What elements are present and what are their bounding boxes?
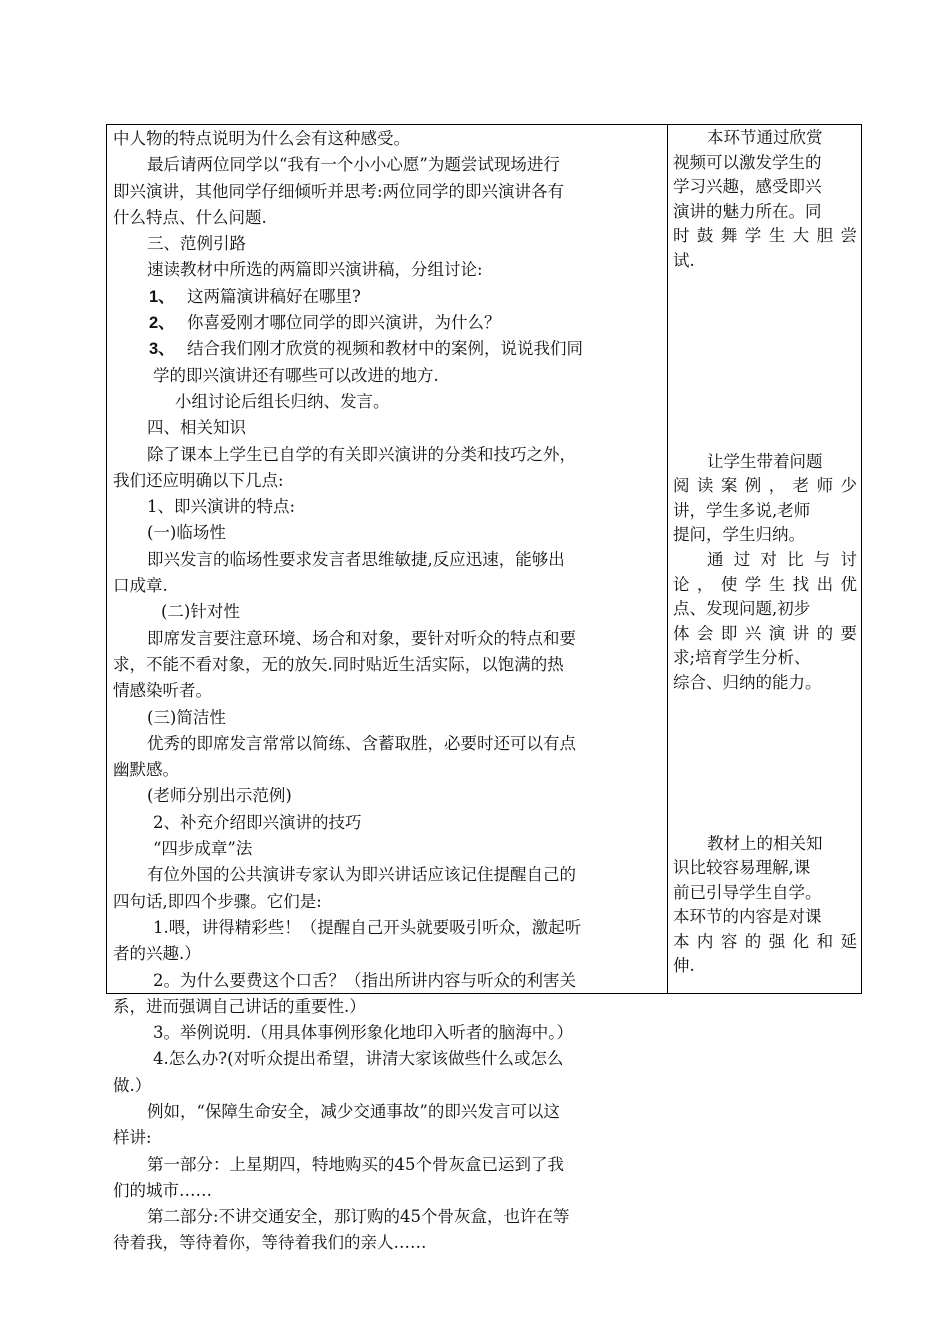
text-line: 3。举例说明.（用具体事例形象化地印入听者的脑海中。） [153, 1023, 573, 1043]
text-line: 速读教材中所选的两篇即兴演讲稿，分组讨论: [147, 260, 483, 280]
content-column [113, 126, 661, 1257]
list-number: 3、 [149, 340, 175, 359]
text-line: 待着我，等待着你，等待着我们的亲人…… [113, 1233, 427, 1253]
list-item: 3、 结合我们刚才欣赏的视频和教材中的案例，说说我们同 [113, 336, 661, 362]
note-block [673, 832, 857, 980]
text-line: 小组讨论后组长归纳、发言。 [175, 391, 390, 411]
text-line: 1、即兴演讲的特点: [147, 497, 296, 517]
text-line: “四步成章”法 [153, 839, 253, 859]
text-line: 2、补充介绍即兴演讲的技巧 [153, 812, 362, 832]
text-line: 们的城市…… [113, 1180, 212, 1200]
note-line: 点、发现问题,初步 [673, 599, 811, 619]
note-line: 讲，学生多说,老师 [673, 500, 811, 520]
note-line: 教材上的相关知 [707, 833, 823, 853]
note-line: 论，使学生找出优 [673, 574, 857, 594]
text-line: 有位外国的公共演讲专家认为即兴讲话应该记住提醒自己的 [147, 865, 576, 885]
list-item: 1、 这两篇演讲稿好在哪里? [113, 284, 661, 310]
text-line: 除了课本上学生已自学的有关即兴演讲的分类和技巧之外， [147, 444, 576, 464]
note-line: 提问，学生归纳。 [673, 525, 805, 545]
column-divider [667, 125, 668, 993]
note-line: 本环节通过欣赏 [707, 128, 823, 147]
text-line: 做.） [113, 1075, 152, 1095]
text-line: 系，进而强调自己讲话的重要性.） [113, 996, 366, 1016]
text-line: 优秀的即席发言常常以简练、含蓄取胜，必要时还可以有点 [147, 733, 576, 753]
note-line: 本环节的内容是对课 [673, 907, 822, 927]
text-line: 我们还应明确以下几点: [113, 470, 284, 490]
text-line: 即兴演讲，其他同学仔细倾听并思考:两位同学的即兴演讲各有 [113, 181, 565, 201]
text-line: 即席发言要注意环境、场合和对象，要针对听众的特点和要 [147, 628, 576, 648]
note-line: 试. [673, 250, 695, 270]
list-number: 2、 [149, 314, 175, 333]
note-line: 前已引导学生自学。 [673, 882, 822, 902]
note-line: 视频可以激发学生的 [673, 152, 822, 172]
text-line: 4.怎么办?(对听众提出希望，讲清大家该做些什么或怎么 [153, 1049, 564, 1069]
text-line: 口成章. [113, 576, 168, 596]
note-line: 综合、归纳的能力。 [673, 672, 822, 692]
text-line: 即兴发言的临场性要求发言者思维敏捷,反应迅速，能够出 [147, 549, 565, 569]
text-line: 者的兴趣.） [113, 944, 201, 964]
text-line: 第二部分:不讲交通安全，那订购的45个骨灰盒，也许在等 [147, 1207, 570, 1227]
text-line: 求，不能不看对象，无的放矢.同时贴近生活实际，以饱满的热 [113, 654, 564, 674]
sub-heading: (三)简洁性 [147, 707, 226, 727]
note-line: 伸. [673, 956, 695, 976]
note-line: 学习兴趣，感受即兴 [673, 177, 822, 197]
text-line: 情感染听者。 [113, 681, 212, 701]
note-line: 通过对比与讨 [707, 549, 857, 569]
note-line: 体会即兴演讲的要 [673, 623, 857, 643]
list-item: 2、 你喜爱刚才哪位同学的即兴演讲，为什么？ [113, 310, 661, 336]
section-heading: 四、相关知识 [147, 418, 246, 438]
note-line: 演讲的魅力所在。同 [673, 201, 822, 221]
note-block [673, 450, 857, 696]
text-line: 最后请两位同学以“我有一个小小心愿”为题尝试现场进行 [147, 155, 560, 175]
note-line: 让学生带着问题 [707, 451, 823, 471]
note-block [673, 126, 857, 274]
text-line: 样讲: [113, 1128, 152, 1148]
sub-heading: (一)临场性 [147, 523, 226, 543]
text-line: 第一部分：上星期四，特地购买的45个骨灰盒已运到了我 [147, 1154, 564, 1174]
note-line: 求;培育学生分析、 [673, 648, 811, 668]
text-line: (老师分别出示范例) [147, 786, 292, 806]
text-line: 1.喂，讲得精彩些！（提醒自己开头就要吸引听众，激起听 [153, 917, 582, 937]
note-line: 阅读案例，老师少 [673, 476, 857, 496]
section-heading: 三、范例引路 [147, 234, 246, 254]
sub-heading: (二)针对性 [161, 602, 240, 622]
list-number: 1、 [149, 287, 175, 306]
text-line: 四句话,即四个步骤。它们是: [113, 891, 322, 911]
text-line: 幽默感。 [113, 760, 179, 780]
notes-column [673, 126, 857, 979]
text-line: 中人物的特点说明为什么会有这种感受。 [113, 129, 410, 148]
text-line: 例如，“保障生命安全，减少交通事故”的即兴发言可以这 [147, 1101, 560, 1121]
note-line: 时鼓舞学生大胆尝 [673, 226, 857, 246]
note-line: 识比较容易理解,课 [673, 858, 811, 878]
text-line: 学的即兴演讲还有哪些可以改进的地方. [153, 365, 439, 385]
text-line: 2。为什么要费这个口舌？（指出所讲内容与听众的利害关 [153, 970, 576, 990]
note-line: 本内容的强化和延 [673, 931, 857, 951]
lesson-table [106, 124, 862, 1253]
text-line: 什么特点、什么问题. [113, 207, 267, 227]
